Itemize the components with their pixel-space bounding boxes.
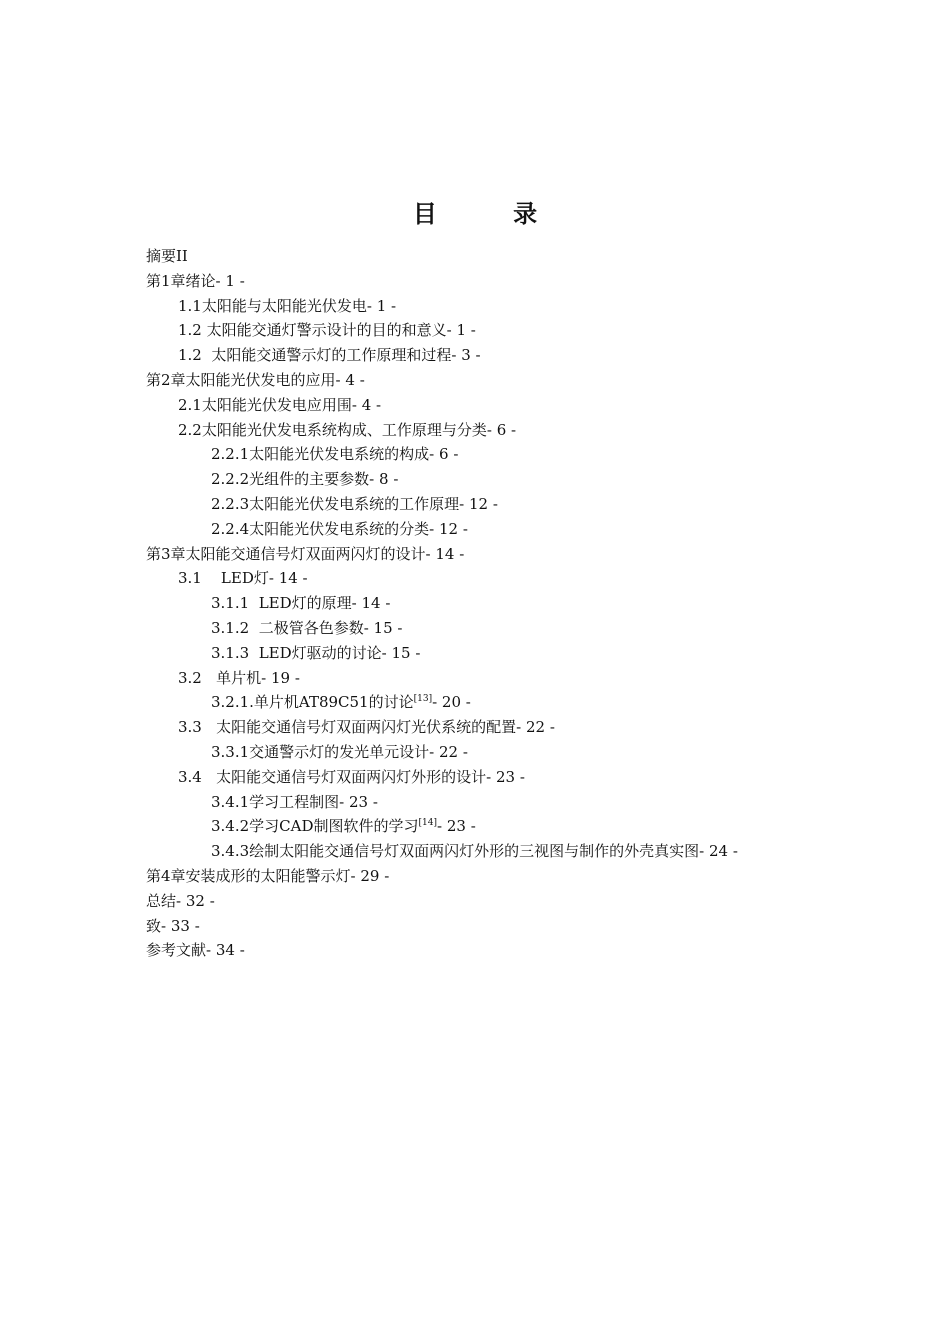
toc-entry-text: 2.2.1太阳能光伏发电系统的构成- 6 - xyxy=(211,445,459,464)
toc-entry-text: 2.2.2光组件的主要参数- 8 - xyxy=(211,470,399,489)
toc-entry-text: 2.1太阳能光伏发电应用围- 4 - xyxy=(178,395,382,414)
toc-entry-text: 3.1 LED灯- 14 - xyxy=(178,569,308,588)
toc-entry-text: 3.4.3绘制太阳能交通信号灯双面两闪灯外形的三视图与制作的外壳真实图- 24 - xyxy=(211,842,738,861)
toc-entry[interactable] xyxy=(146,294,816,319)
toc-entry-text: 致- 33 - xyxy=(146,916,200,935)
toc-entry-text: 3.3.1交通警示灯的发光单元设计- 22 - xyxy=(211,742,468,761)
toc-entry-text: 1.1太阳能与太阳能光伏发电- 1 - xyxy=(178,296,397,315)
toc-entry-text: 3.2.1.单片机AT89C51的讨论 xyxy=(211,693,414,712)
toc-entry[interactable] xyxy=(146,467,816,492)
toc-entry[interactable] xyxy=(146,765,816,790)
citation-superscript: [13] xyxy=(413,694,433,705)
page-title: 目 录 xyxy=(412,199,572,228)
toc-entry-text: 3.4.2学习CAD制图软件的学习 xyxy=(211,817,419,836)
toc-entry-text: 第2章太阳能光伏发电的应用- 4 - xyxy=(146,370,365,389)
citation-superscript: [14] xyxy=(418,818,437,829)
toc-entry[interactable] xyxy=(146,889,816,914)
toc-entry[interactable] xyxy=(146,641,816,666)
toc-entry[interactable] xyxy=(146,938,816,963)
toc-entry-text: 1.2 太阳能交通警示灯的工作原理和过程- 3 - xyxy=(178,346,481,365)
toc-entry[interactable] xyxy=(146,418,816,443)
toc-entry[interactable] xyxy=(146,244,816,269)
toc-entry[interactable] xyxy=(146,690,816,715)
toc-entry-text: 3.1.3 LED灯驱动的讨论- 15 - xyxy=(211,643,421,662)
toc-entry-text: 1.2 太阳能交通灯警示设计的目的和意义- 1 - xyxy=(178,321,476,340)
toc-entry[interactable] xyxy=(146,492,816,517)
toc-entry-text: 3.1.1 LED灯的原理- 14 - xyxy=(211,594,391,613)
toc-entry[interactable] xyxy=(146,566,816,591)
toc-entry-text: 3.3 太阳能交通信号灯双面两闪灯光伏系统的配置- 22 - xyxy=(178,718,555,737)
toc-entry-page: - 23 - xyxy=(437,817,476,836)
toc-entry-text: 参考文献- 34 - xyxy=(146,941,245,960)
toc-entry-text: 第3章太阳能交通信号灯双面两闪灯的设计- 14 - xyxy=(146,544,465,563)
toc-entry[interactable] xyxy=(146,864,816,889)
toc-entry-text: 3.4.1学习工程制图- 23 - xyxy=(211,792,378,811)
toc-entry-text: 摘要II xyxy=(146,247,188,265)
table-of-contents xyxy=(146,244,816,963)
toc-entry[interactable] xyxy=(146,715,816,740)
toc-entry-text: 3.4 太阳能交通信号灯双面两闪灯外形的设计- 23 - xyxy=(178,767,525,786)
toc-entry[interactable] xyxy=(146,517,816,542)
toc-entry[interactable] xyxy=(146,616,816,641)
toc-entry[interactable] xyxy=(146,666,816,691)
toc-entry-text: 3.2 单片机- 19 - xyxy=(178,668,300,687)
toc-entry[interactable] xyxy=(146,790,816,815)
toc-entry[interactable] xyxy=(146,318,816,343)
toc-entry[interactable] xyxy=(146,442,816,467)
toc-entry[interactable] xyxy=(146,393,816,418)
toc-entry-text: 第1章绪论- 1 - xyxy=(146,271,245,290)
toc-entry-text: 第4章安装成形的太阳能警示灯- 29 - xyxy=(146,866,390,885)
toc-entry[interactable] xyxy=(146,269,816,294)
toc-entry[interactable] xyxy=(146,839,816,864)
toc-entry[interactable] xyxy=(146,591,816,616)
toc-entry-text: 2.2.3太阳能光伏发电系统的工作原理- 12 - xyxy=(211,494,498,513)
toc-entry[interactable] xyxy=(146,343,816,368)
toc-entry[interactable] xyxy=(146,740,816,765)
toc-entry-text: 3.1.2 二极管各色参数- 15 - xyxy=(211,618,403,637)
toc-entry-text: 2.2.4太阳能光伏发电系统的分类- 12 - xyxy=(211,519,468,538)
toc-entry[interactable] xyxy=(146,542,816,567)
toc-entry[interactable] xyxy=(146,368,816,393)
toc-entry-text: 2.2太阳能光伏发电系统构成、工作原理与分类- 6 - xyxy=(178,420,517,439)
toc-entry[interactable] xyxy=(146,814,816,839)
toc-entry[interactable] xyxy=(146,914,816,939)
toc-entry-text: 总结- 32 - xyxy=(146,891,215,910)
toc-entry-page: - 20 - xyxy=(432,693,471,712)
